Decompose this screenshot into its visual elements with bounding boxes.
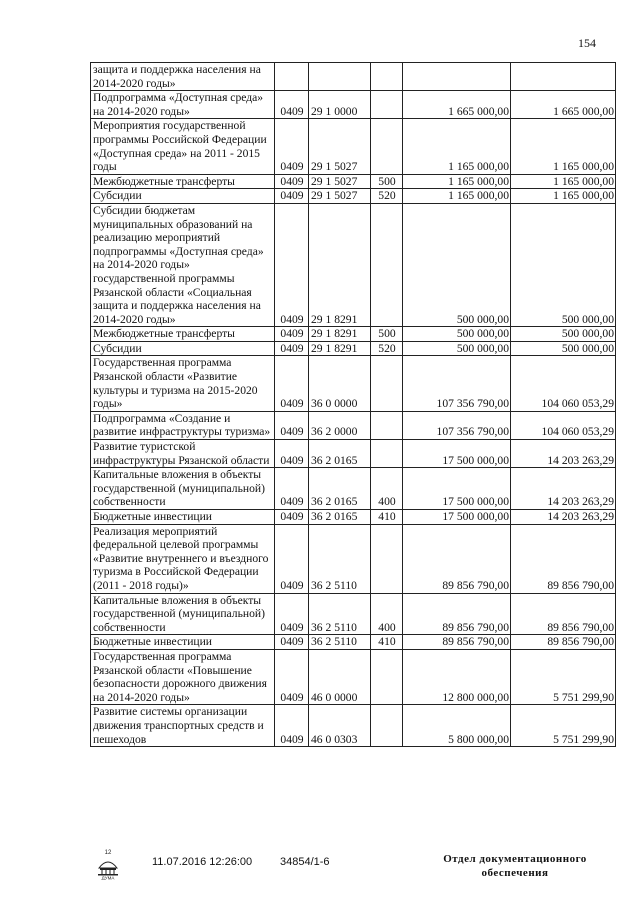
row-amount-approved: 107 356 790,00 (403, 356, 511, 411)
row-amount-approved: 1 165 000,00 (403, 174, 511, 189)
row-expense-type (371, 91, 403, 119)
row-amount-approved: 1 165 000,00 (403, 119, 511, 174)
row-expense-type: 400 (371, 593, 403, 635)
page-number: 154 (578, 36, 596, 50)
row-target-article: 29 1 8291 (309, 341, 371, 356)
row-name: Развитие туристской инфраструктуры Рязанской области (91, 440, 275, 468)
row-amount-executed: 500 000,00 (511, 203, 616, 326)
row-amount-executed: 1 165 000,00 (511, 174, 616, 189)
table-row (91, 524, 616, 593)
row-target-article: 29 1 5027 (309, 119, 371, 174)
row-section-code: 0409 (275, 510, 309, 525)
row-section-code: 0409 (275, 189, 309, 204)
row-section-code: 0409 (275, 119, 309, 174)
row-target-article: 29 1 8291 (309, 203, 371, 326)
duma-logo-icon (95, 848, 121, 880)
row-section-code: 0409 (275, 524, 309, 593)
row-amount-executed: 5 751 299,90 (511, 649, 616, 704)
row-section-code: 0409 (275, 203, 309, 326)
row-expense-type (371, 440, 403, 468)
row-amount-executed: 500 000,00 (511, 327, 616, 342)
row-expense-type (371, 411, 403, 439)
row-amount-approved: 500 000,00 (403, 203, 511, 326)
row-amount-approved: 1 165 000,00 (403, 189, 511, 204)
row-expense-type: 410 (371, 510, 403, 525)
row-section-code: 0409 (275, 91, 309, 119)
row-amount-approved: 17 500 000,00 (403, 510, 511, 525)
row-name: Субсидии (91, 189, 275, 204)
row-amount-executed: 1 165 000,00 (511, 189, 616, 204)
row-expense-type (371, 524, 403, 593)
row-amount-approved: 12 800 000,00 (403, 649, 511, 704)
row-name: Реализация мероприятий федеральной целевой программы «Развитие внутреннего и въездного туризма в Российской Федерации (2011 - 2018 годы)» (91, 524, 275, 593)
row-section-code: 0409 (275, 593, 309, 635)
row-amount-approved (403, 63, 511, 91)
row-section-code: 0409 (275, 356, 309, 411)
footer-document-number: 34854/1-6 (280, 856, 330, 868)
row-expense-type: 520 (371, 189, 403, 204)
table-row (91, 203, 616, 326)
row-target-article: 29 1 5027 (309, 174, 371, 189)
row-target-article: 36 2 5110 (309, 524, 371, 593)
row-amount-executed: 104 060 053,29 (511, 356, 616, 411)
footer-department (440, 852, 590, 880)
row-name: Подпрограмма «Создание и развитие инфраструктуры туризма» (91, 411, 275, 439)
row-name: Межбюджетные трансферты (91, 174, 275, 189)
row-section-code: 0409 (275, 468, 309, 510)
footer-department-line2: обеспечения (481, 867, 549, 879)
row-expense-type: 500 (371, 174, 403, 189)
row-target-article: 36 2 0165 (309, 440, 371, 468)
row-target-article: 36 2 5110 (309, 593, 371, 635)
row-expense-type: 500 (371, 327, 403, 342)
budget-table (90, 62, 616, 747)
table-row (91, 440, 616, 468)
row-amount-executed: 89 856 790,00 (511, 524, 616, 593)
row-amount-executed: 89 856 790,00 (511, 593, 616, 635)
row-section-code: 0409 (275, 635, 309, 650)
row-section-code (275, 63, 309, 91)
row-amount-executed: 1 665 000,00 (511, 91, 616, 119)
row-amount-executed: 89 856 790,00 (511, 635, 616, 650)
table-row (91, 119, 616, 174)
row-name: Развитие системы организации движения транспортных средств и пешеходов (91, 705, 275, 747)
row-amount-executed: 14 203 263,29 (511, 510, 616, 525)
row-name: Бюджетные инвестиции (91, 635, 275, 650)
row-name: Мероприятия государственной программы Российской Федерации «Доступная среда» на 2011 - 2015 годы (91, 119, 275, 174)
row-target-article: 36 2 0165 (309, 468, 371, 510)
row-amount-executed: 104 060 053,29 (511, 411, 616, 439)
row-target-article: 46 0 0303 (309, 705, 371, 747)
row-expense-type (371, 119, 403, 174)
row-section-code: 0409 (275, 174, 309, 189)
row-name: Бюджетные инвестиции (91, 510, 275, 525)
row-target-article (309, 63, 371, 91)
row-target-article: 29 1 5027 (309, 189, 371, 204)
row-section-code: 0409 (275, 327, 309, 342)
row-amount-approved: 17 500 000,00 (403, 440, 511, 468)
row-target-article: 36 2 5110 (309, 635, 371, 650)
table-row (91, 705, 616, 747)
table-row (91, 356, 616, 411)
table-row (91, 468, 616, 510)
row-name: Подпрограмма «Доступная среда» на 2014-2020 годы» (91, 91, 275, 119)
table-row (91, 411, 616, 439)
row-expense-type: 520 (371, 341, 403, 356)
table-row (91, 63, 616, 91)
row-amount-approved: 500 000,00 (403, 341, 511, 356)
row-expense-type (371, 705, 403, 747)
row-amount-approved: 89 856 790,00 (403, 635, 511, 650)
footer-timestamp: 11.07.2016 12:26:00 (152, 856, 253, 868)
row-name: Субсидии бюджетам муниципальных образований на реализацию мероприятий подпрограммы «Доступная среда» на 2014-2020 годы» государственной программы Рязанской области «Социальная защита и поддержка населения на 2014-2020 годы» (91, 203, 275, 326)
table-row (91, 189, 616, 204)
row-expense-type (371, 649, 403, 704)
row-amount-approved: 5 800 000,00 (403, 705, 511, 747)
row-amount-approved: 89 856 790,00 (403, 524, 511, 593)
table-row (91, 174, 616, 189)
row-expense-type: 400 (371, 468, 403, 510)
table-row (91, 341, 616, 356)
row-target-article: 46 0 0000 (309, 649, 371, 704)
row-target-article: 29 1 0000 (309, 91, 371, 119)
row-amount-approved: 500 000,00 (403, 327, 511, 342)
row-amount-executed (511, 63, 616, 91)
row-target-article: 36 0 0000 (309, 356, 371, 411)
row-amount-approved: 107 356 790,00 (403, 411, 511, 439)
row-target-article: 29 1 8291 (309, 327, 371, 342)
row-amount-executed: 14 203 263,29 (511, 468, 616, 510)
row-amount-approved: 1 665 000,00 (403, 91, 511, 119)
row-section-code: 0409 (275, 705, 309, 747)
row-amount-executed: 14 203 263,29 (511, 440, 616, 468)
table-row (91, 635, 616, 650)
row-name: Государственная программа Рязанской области «Повышение безопасности дорожного движения на 2014-2020 годы» (91, 649, 275, 704)
logo-number: 12 (104, 850, 112, 856)
row-expense-type (371, 63, 403, 91)
table-row (91, 649, 616, 704)
row-name: Межбюджетные трансферты (91, 327, 275, 342)
row-amount-approved: 17 500 000,00 (403, 468, 511, 510)
row-amount-executed: 5 751 299,90 (511, 705, 616, 747)
row-amount-executed: 1 165 000,00 (511, 119, 616, 174)
table-row (91, 327, 616, 342)
row-expense-type (371, 203, 403, 326)
row-section-code: 0409 (275, 440, 309, 468)
row-name: защита и поддержка населения на 2014-2020 годы» (91, 63, 275, 91)
logo-text: ДУМА (101, 875, 115, 880)
row-section-code: 0409 (275, 411, 309, 439)
row-section-code: 0409 (275, 341, 309, 356)
budget-table-body (91, 63, 616, 747)
row-section-code: 0409 (275, 649, 309, 704)
row-target-article: 36 2 0000 (309, 411, 371, 439)
table-row (91, 510, 616, 525)
row-amount-executed: 500 000,00 (511, 341, 616, 356)
row-expense-type (371, 356, 403, 411)
footer-department-line1: Отдел документационного (443, 853, 587, 865)
row-name: Государственная программа Рязанской области «Развитие культуры и туризма на 2015-2020 годы» (91, 356, 275, 411)
table-row (91, 593, 616, 635)
row-target-article: 36 2 0165 (309, 510, 371, 525)
row-expense-type: 410 (371, 635, 403, 650)
row-name: Капитальные вложения в объекты государственной (муниципальной) собственности (91, 468, 275, 510)
row-amount-approved: 89 856 790,00 (403, 593, 511, 635)
row-name: Субсидии (91, 341, 275, 356)
row-name: Капитальные вложения в объекты государственной (муниципальной) собственности (91, 593, 275, 635)
table-row (91, 91, 616, 119)
